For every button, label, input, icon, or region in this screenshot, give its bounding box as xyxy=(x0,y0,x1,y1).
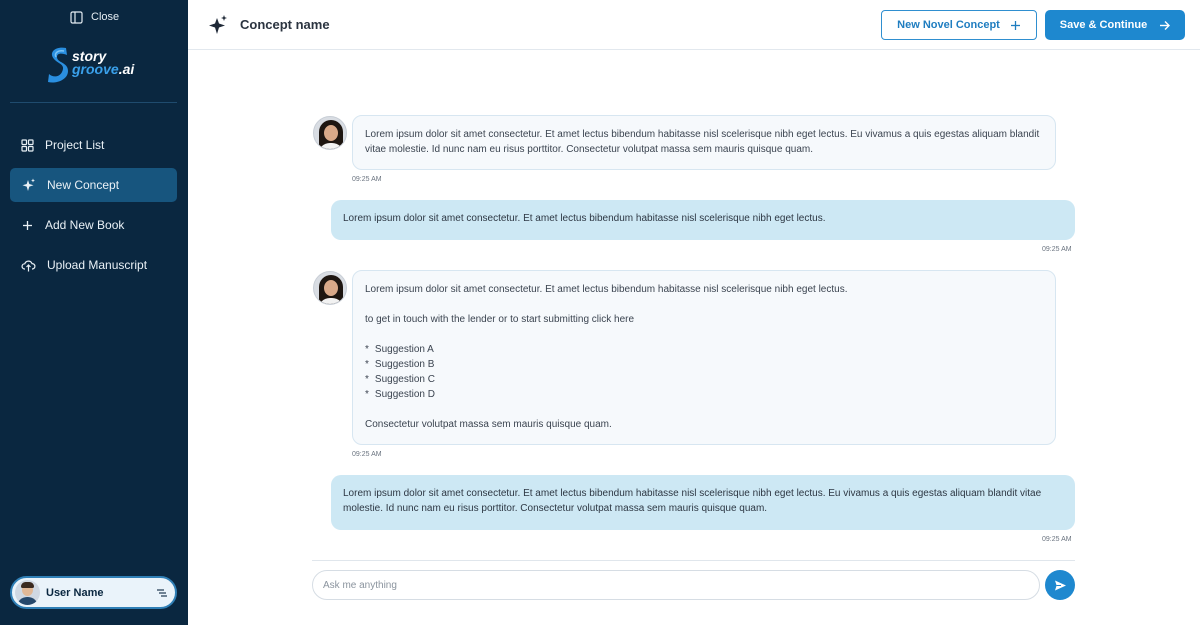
message-text: Lorem ipsum dolor sit amet consectetur. Et amet lectus bibendum habitasse nisl scelerisque nibh eget lectus. Eu vivamus a quis egestas aliquam blandit vitae molestie. Id nunc nam eu risus porttitor. Consectetur volutpat massa sem mauris quisque quam. xyxy=(365,129,1040,155)
suggestion-item[interactable]: * Suggestion D xyxy=(365,389,435,400)
sparkle-icon xyxy=(21,178,36,193)
suggestion-item[interactable]: * Suggestion B xyxy=(365,359,435,370)
suggestion-item[interactable]: * Suggestion A xyxy=(365,344,434,355)
suggestion-label: Suggestion C xyxy=(374,374,435,385)
message-timestamp: 09:25 AM xyxy=(352,176,382,183)
plus-icon xyxy=(21,219,34,232)
logo-line2a: groove xyxy=(72,61,119,77)
message-intro: Lorem ipsum dolor sit amet consectetur. Et amet lectus bibendum habitasse nisl scelerisque nibh eget lectus. xyxy=(365,284,848,295)
message-timestamp: 09:25 AM xyxy=(1042,536,1072,543)
chat-area xyxy=(188,50,1200,625)
logo-line2b: .ai xyxy=(118,61,135,77)
page-title: Concept name xyxy=(240,17,330,32)
sidebar-item-label: New Concept xyxy=(47,178,120,192)
logo-wordmark xyxy=(72,50,134,76)
sidebar-item-label: Project List xyxy=(45,138,105,152)
sidebar xyxy=(0,0,188,625)
assistant-avatar xyxy=(313,116,347,150)
message-text: Lorem ipsum dolor sit amet consectetur. Et amet lectus bibendum habitasse nisl scelerisque nibh eget lectus. Eu vivamus a quis egestas aliquam blandit vitae molestie. Id nunc nam eu risus porttitor. Consectetur volutpat massa sem mauris quisque quam. xyxy=(343,488,1042,514)
sidebar-item-upload-manuscript[interactable] xyxy=(10,248,177,282)
suggestion-label: Suggestion A xyxy=(374,344,434,355)
message-timestamp: 09:25 AM xyxy=(352,451,382,458)
assistant-message xyxy=(352,115,1056,170)
button-label: Save & Continue xyxy=(1059,19,1148,31)
assistant-avatar xyxy=(313,271,347,305)
sidebar-item-label: Add New Book xyxy=(45,218,125,232)
sidebar-item-label: Upload Manuscript xyxy=(47,258,148,272)
user-message xyxy=(331,200,1075,240)
message-cta-link[interactable]: to get in touch with the lender or to start submitting click here xyxy=(365,314,635,325)
sidebar-divider xyxy=(10,102,177,103)
sparkle-icon xyxy=(207,14,229,36)
input-divider xyxy=(312,560,1075,561)
message-text: Lorem ipsum dolor sit amet consectetur. Et amet lectus bibendum habitasse nisl scelerisque nibh eget lectus. xyxy=(343,213,826,224)
sidebar-item-new-concept[interactable] xyxy=(10,168,177,202)
close-label: Close xyxy=(91,11,120,23)
sidebar-panel-icon xyxy=(70,11,83,24)
logo-s-mark-icon xyxy=(46,44,72,84)
button-label: New Novel Concept xyxy=(897,19,1000,31)
assistant-message xyxy=(352,270,1056,445)
suggestion-label: Suggestion B xyxy=(374,359,435,370)
top-header xyxy=(188,0,1200,50)
sidebar-item-project-list[interactable] xyxy=(10,128,177,162)
user-name: User Name xyxy=(46,586,104,599)
arrow-right-icon xyxy=(1159,20,1170,31)
sidebar-nav xyxy=(10,128,177,288)
send-button[interactable] xyxy=(1045,570,1075,600)
save-continue-button[interactable] xyxy=(1045,10,1185,40)
filter-menu-icon[interactable] xyxy=(157,589,167,597)
message-outro: Consectetur volutpat massa sem mauris quisque quam. xyxy=(365,419,612,430)
logo-line1: story xyxy=(72,48,107,64)
grid-icon xyxy=(21,139,34,152)
message-timestamp: 09:25 AM xyxy=(1042,246,1072,253)
cloud-upload-icon xyxy=(21,259,36,272)
avatar xyxy=(15,580,40,605)
user-message xyxy=(331,475,1075,530)
sidebar-item-add-new-book[interactable] xyxy=(10,208,177,242)
chat-input[interactable] xyxy=(312,570,1040,600)
suggestion-label: Suggestion D xyxy=(374,389,435,400)
send-icon xyxy=(1054,579,1067,592)
close-sidebar-button[interactable] xyxy=(70,9,119,25)
plus-icon xyxy=(1010,20,1021,31)
user-profile-card[interactable] xyxy=(10,576,177,609)
storygroove-logo xyxy=(44,42,144,86)
suggestion-item[interactable]: * Suggestion C xyxy=(365,374,435,385)
new-novel-concept-button[interactable] xyxy=(881,10,1037,40)
